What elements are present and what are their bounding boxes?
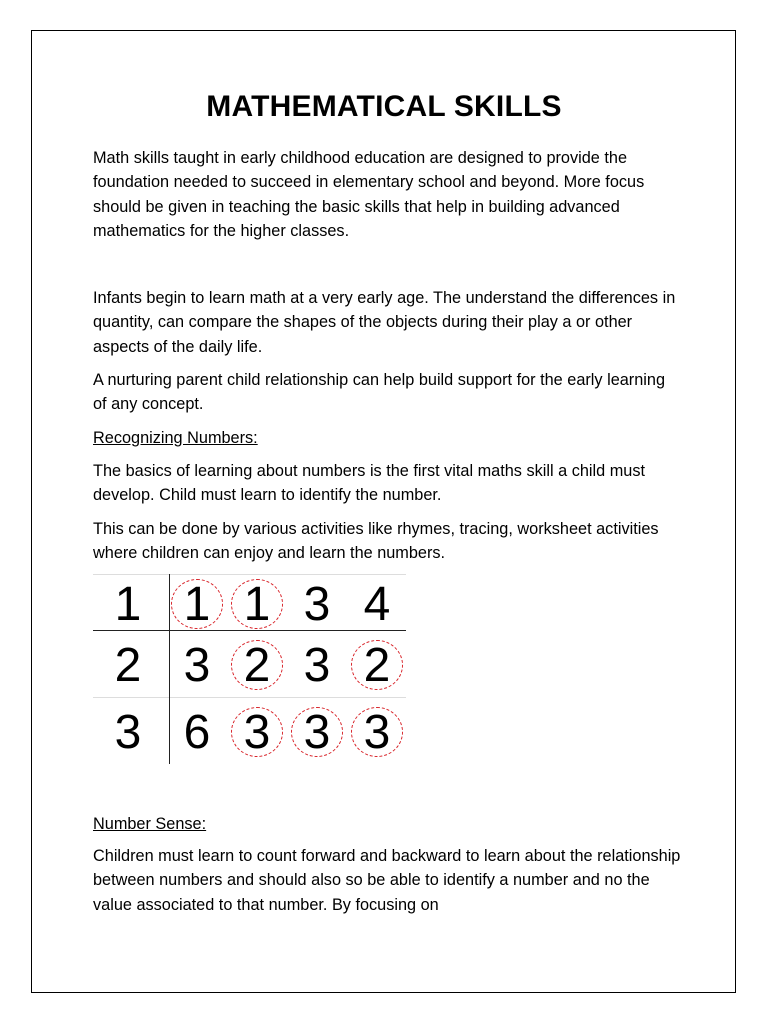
nurturing-paragraph: A nurturing parent child relationship can help build support for the early learning of any concept. <box>93 371 666 414</box>
worksheet-number: 4 <box>363 578 391 631</box>
recognizing-paragraph-2: This can be done by various activities like rhymes, tracing, worksheet activities where children can enjoy and learn the numbers. <box>93 520 659 563</box>
target-number: 3 <box>114 706 142 759</box>
worksheet-number: 3 <box>303 706 331 759</box>
recognizing-paragraph-1: The basics of learning about numbers is the first vital maths skill a child must develop. Child must learn to identify the number. <box>93 462 645 505</box>
worksheet-number: 3 <box>303 639 331 692</box>
worksheet-number: 2 <box>243 639 271 692</box>
section-heading-number-sense: Number Sense: <box>93 815 207 833</box>
infants-paragraph: Infants begin to learn math at a very early age. The understand the differences in quantity, can compare the shapes of the objects during their play a or other aspects of the daily life. <box>93 289 676 356</box>
worksheet-number: 1 <box>183 578 211 631</box>
page-title: MATHEMATICAL SKILLS <box>206 90 562 123</box>
worksheet-number: 3 <box>363 706 391 759</box>
number-worksheet <box>93 574 406 764</box>
worksheet-number: 3 <box>243 706 271 759</box>
worksheet-number: 3 <box>303 578 331 631</box>
target-number: 2 <box>114 639 142 692</box>
worksheet-number: 3 <box>183 639 211 692</box>
worksheet-number: 6 <box>183 706 211 759</box>
number-sense-paragraph: Children must learn to count forward and backward to learn about the relationship between numbers and should also so be able to identify a number and no the value associated to that number. By focusing on <box>93 847 681 914</box>
worksheet-top-rule <box>93 574 406 575</box>
worksheet-row-divider-light <box>93 697 406 698</box>
worksheet-number: 1 <box>243 578 271 631</box>
intro-paragraph: Math skills taught in early childhood education are designed to provide the foundation needed to succeed in elementary school and beyond. More focus should be given in teaching the basic skills that help in building advanced mathematics for the higher classes. <box>93 149 645 241</box>
worksheet-number: 2 <box>363 639 391 692</box>
section-heading-recognizing-numbers: Recognizing Numbers: <box>93 429 258 447</box>
target-number: 1 <box>114 578 142 631</box>
